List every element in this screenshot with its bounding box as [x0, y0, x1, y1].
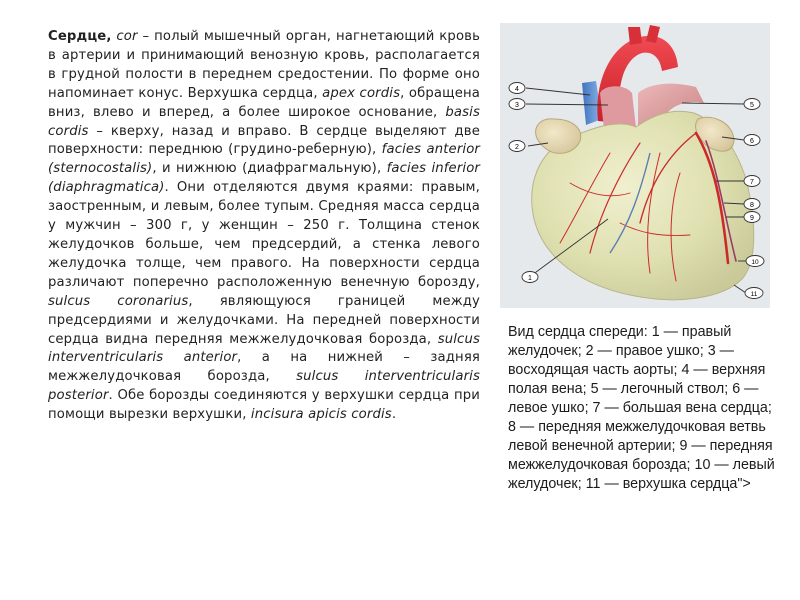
- marker-9: [744, 212, 760, 223]
- latin-facies-inferior: facies inferior (diaphragmatica): [48, 161, 480, 196]
- latin-basis: basis cordis: [48, 104, 480, 139]
- latin-apex: apex cordis: [322, 85, 401, 101]
- marker-10: [746, 256, 764, 267]
- marker-8-text: 8: [750, 202, 754, 209]
- marker-6: [744, 135, 760, 146]
- marker-11: [745, 288, 763, 299]
- marker-8: [744, 199, 760, 210]
- latin-sulcus-posterior: sulcus interventricularis posterior: [48, 369, 480, 404]
- text-segment-3: – кверху, назад и вправо. В сердце выделяют две поверхности: переднюю (грудино-реберную),: [48, 123, 480, 158]
- text-segment-5: . Они отделяются двумя краями: правым, заостренным, и левым, более тупым. Средняя масса сердца у мужчин – 300 г, у женщин – 250 г. Толщина стенок желудочков больше, чем предсердий, а стенка левого желудочка толще, чем правого. На поверхности сердца различают поперечно расположенную венечную борозду,: [48, 180, 480, 290]
- marker-2-text: 2: [515, 144, 519, 151]
- latin-incisura: incisura apicis cordis: [250, 407, 392, 423]
- marker-7-text: 7: [750, 179, 754, 186]
- marker-1-text: 1: [528, 275, 532, 282]
- latin-sulcus-anterior: sulcus interventricularis anterior: [48, 331, 480, 366]
- main-paragraph: [48, 28, 480, 425]
- ascending-aorta-shape: [600, 86, 636, 129]
- text-segment-2: , обращена вниз, влево и вперед, а более широкое основание,: [48, 85, 480, 120]
- marker-6-text: 6: [750, 138, 754, 145]
- marker-5-text: 5: [750, 102, 754, 109]
- figure-caption: Вид сердца спереди: 1 — правый желудочек; 2 — правое ушко; 3 — восходящая часть аорты; 4 — верхняя полая вена; 5 — легочный ствол; 6 — левое ушко; 7 — большая вена сердца; 8 — передняя межжелудочковая ветвь левой венечной артерии; 9 — передняя межжелудочковая борозда; 10 — левый желудочек; 11 — верхушка сердца">: [508, 324, 775, 492]
- marker-3: [509, 99, 525, 110]
- text-segment-6: , являющуюся границей между предсердиями и желудочками. На передней поверхности сердца видна передняя межжелудочковая борозда,: [48, 293, 480, 347]
- aorta-branch-shape-1: [628, 27, 642, 45]
- latin-cor: cor: [116, 29, 138, 44]
- marker-10-text: 10: [751, 259, 759, 266]
- latin-sulcus-coronarius: sulcus coronarius: [48, 293, 189, 309]
- marker-2: [509, 141, 525, 152]
- right-auricle-shape: [536, 119, 581, 154]
- text-segment-7: , а на нижней – задняя межжелудочковая борозда,: [48, 350, 480, 385]
- term-heart: Сердце,: [48, 29, 112, 44]
- text-segment-9: .: [391, 407, 397, 423]
- marker-9-text: 9: [750, 215, 754, 222]
- marker-4: [509, 83, 525, 94]
- marker-7: [744, 176, 760, 187]
- marker-5: [744, 99, 760, 110]
- latin-facies-anterior: facies anterior (sternocostalis): [48, 142, 480, 177]
- marker-3-text: 3: [515, 102, 519, 109]
- text-segment-8: . Обе борозды соединяются у верхушки сердца при помощи вырезки верхушки,: [48, 388, 480, 423]
- heart-figure: [500, 23, 770, 308]
- marker-1: [522, 272, 538, 283]
- text-segment-4: , и нижнюю (диафрагмальную),: [152, 161, 387, 177]
- heart-illustration: [500, 23, 770, 308]
- marker-11-text: 11: [750, 291, 758, 298]
- text-segment-1: – полый мышечный орган, нагнетающий кровь в артерии и принимающий венозную кровь, располагается в грудной полости в переднем средостении. По форме оно напоминает конус. Верхушка сердца,: [48, 29, 481, 101]
- marker-4-text: 4: [515, 86, 519, 93]
